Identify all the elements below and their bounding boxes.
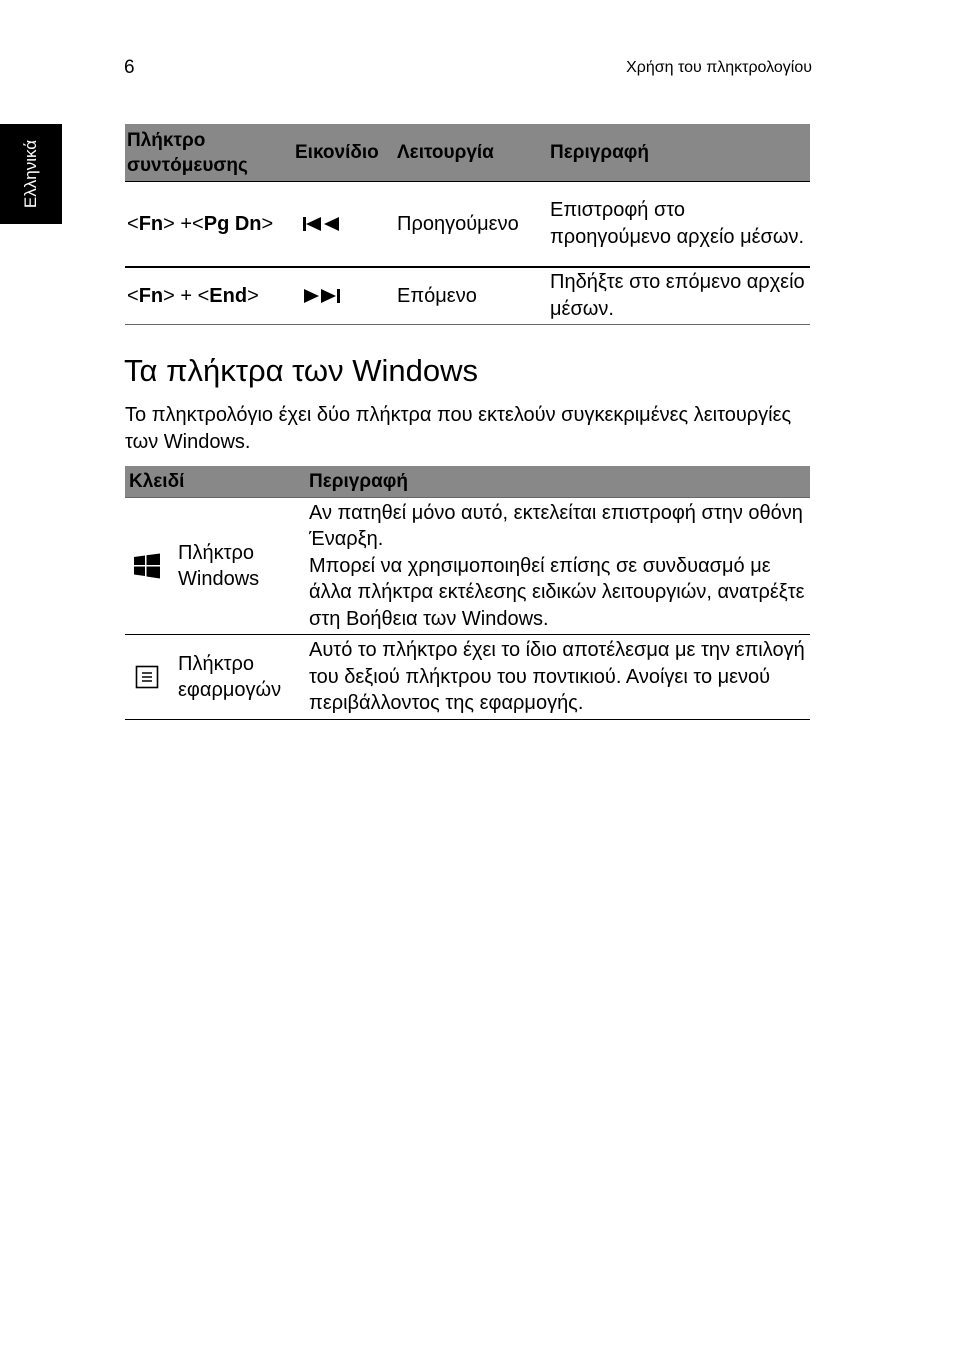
language-label: Ελληνικά (21, 139, 41, 209)
icon-cell (125, 498, 169, 635)
key-name-cell: Πλήκτρο Windows (169, 498, 306, 635)
key-name-cell: Πλήκτρο εφαρμογών (169, 635, 306, 720)
description-cell (306, 498, 810, 635)
shortcut-table-header (125, 124, 810, 182)
icon-cell (125, 635, 169, 720)
description-line: Αυτό το πλήκτρο έχει το ίδιο αποτέλεσμα με την επιλογή του δεξιού πλήκτρου του ποντικιού. Ανοίγει το μενού περιβάλλοντος της εφαρμογής. (309, 639, 805, 715)
function-cell: Προηγούμενο (395, 182, 548, 268)
table-row (125, 635, 810, 720)
header-description: Περιγραφή (306, 466, 810, 498)
windows-keys-table (125, 466, 810, 720)
description-line: Αν πατηθεί μόνο αυτό, εκτελείται επιστροφή στην οθόνη Έναρξη. (309, 501, 803, 551)
windows-logo-icon (133, 553, 161, 579)
table-row (125, 267, 810, 325)
icon-cell (293, 267, 395, 325)
header-icon: Εικονίδιο (293, 124, 395, 182)
language-side-tab (0, 124, 62, 224)
shortcut-cell: <Fn> + <End> (125, 267, 293, 325)
section-title: Τα πλήκτρα των Windows (124, 353, 478, 388)
application-menu-icon (135, 665, 159, 689)
header-key: Κλειδί (125, 466, 306, 498)
icon-cell (293, 182, 395, 268)
keys-table-header (125, 466, 810, 498)
description-cell (306, 635, 810, 720)
table-row (125, 498, 810, 635)
page-number: 6 (124, 57, 135, 78)
function-cell: Επόμενο (395, 267, 548, 325)
header-shortcut: Πλήκτρο συντόμευσης (125, 124, 293, 182)
shortcut-table (125, 124, 810, 325)
header-description: Περιγραφή (548, 124, 810, 182)
table-row (125, 182, 810, 268)
description-cell: Επιστροφή στο προηγούμενο αρχείο μέσων. (548, 182, 810, 268)
description-line: Μπορεί να χρησιμοποιηθεί επίσης σε συνδυασμό με άλλα πλήκτρα εκτέλεσης ειδικών λειτουργιών, ανατρέξτε στη Βοήθεια των Windows. (309, 554, 805, 630)
running-header: Χρήση του πληκτρολογίου (626, 59, 812, 76)
header-function: Λειτουργία (395, 124, 548, 182)
previous-track-icon (303, 216, 341, 232)
description-cell: Πηδήξτε στο επόμενο αρχείο μέσων. (548, 267, 810, 325)
shortcut-cell: <Fn> +<Pg Dn> (125, 182, 293, 268)
next-track-icon (303, 288, 341, 304)
section-intro: Το πληκτρολόγιο έχει δύο πλήκτρα που εκτελούν συγκεκριμένες λειτουργίες των Windows. (125, 404, 792, 453)
